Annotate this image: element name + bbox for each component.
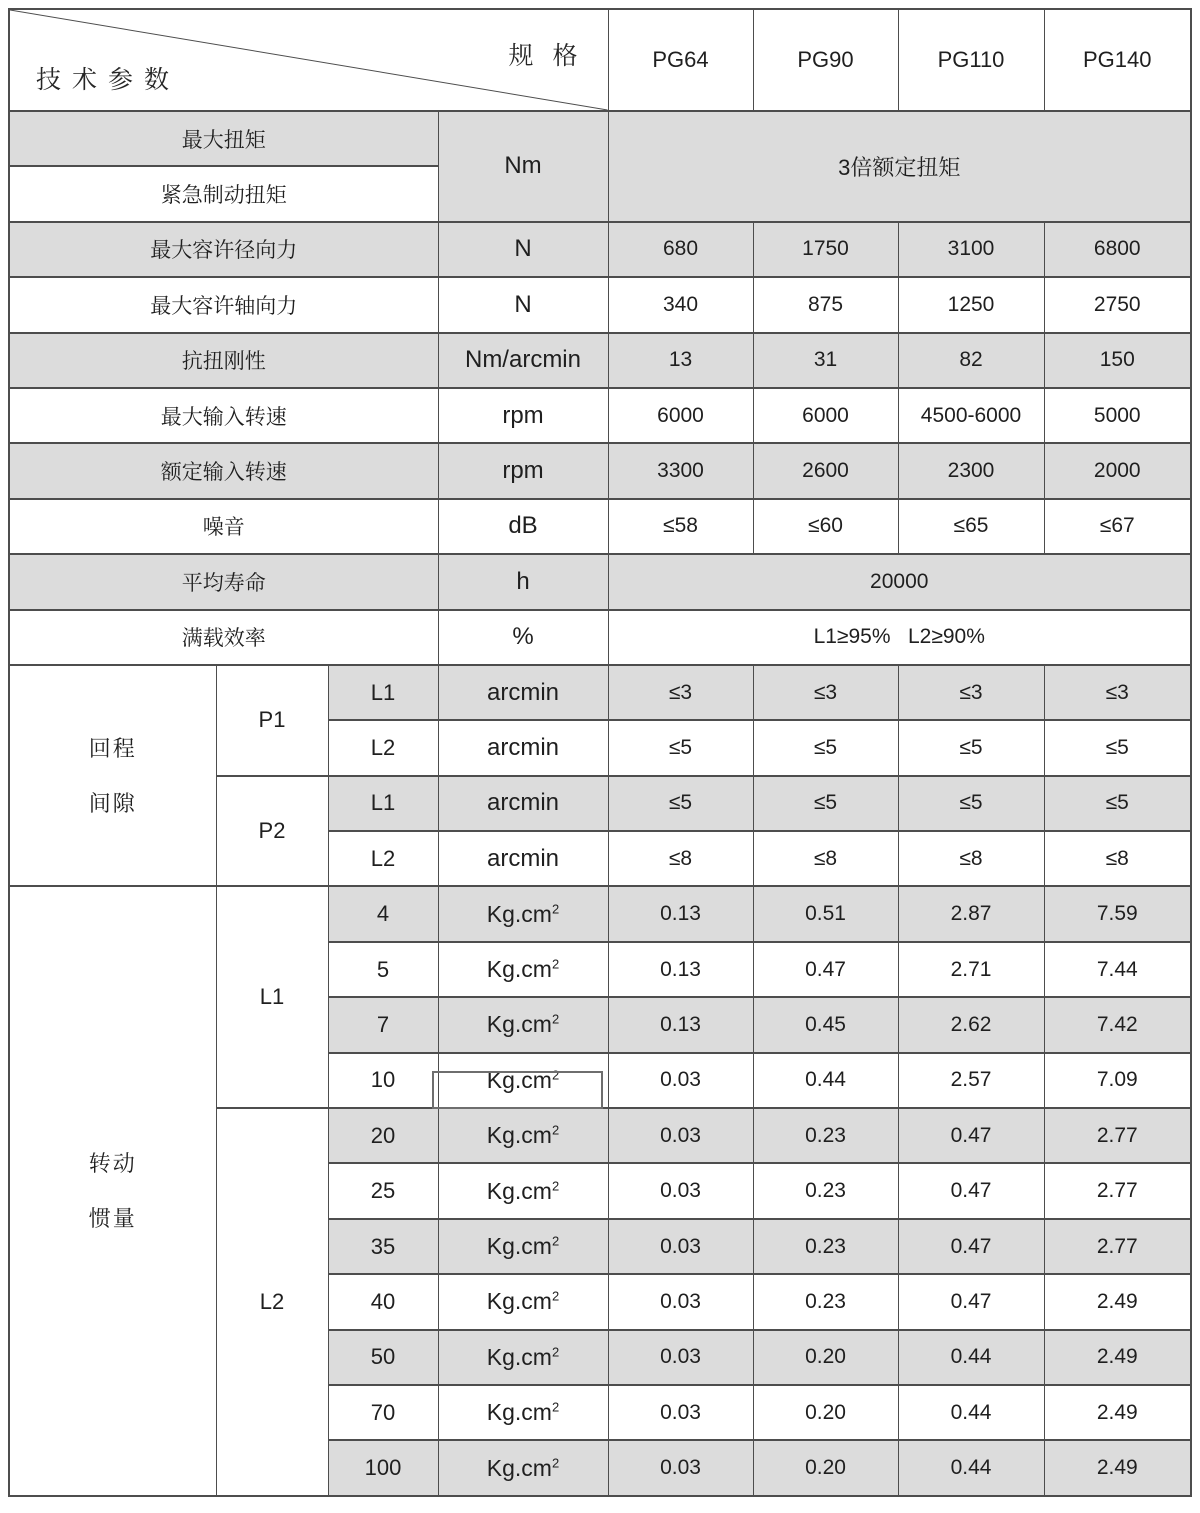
cell-value: 340 [608,277,753,332]
ratio-label: 5 [328,942,438,997]
ratio-label: 35 [328,1219,438,1274]
table-row-average-life [9,554,1191,609]
cell-value: 5000 [1044,388,1191,443]
unit-superscript: 2 [551,1067,560,1083]
row-unit: N [438,277,608,332]
backlash-section-label [9,665,216,887]
cell-value: 0.20 [753,1330,898,1385]
inertia-section-label [9,886,216,1495]
tech-params-label: 技术参数 [36,66,181,94]
spec-table [8,8,1192,1497]
table-header-row [9,9,1191,111]
model-header-pg64: PG64 [608,9,753,111]
cell-value: 0.23 [753,1163,898,1218]
cell-value: 0.03 [608,1330,753,1385]
backlash-label-line1: 回程 [88,735,137,761]
cell-value: ≤65 [898,499,1044,554]
unit-superscript: 2 [551,956,560,972]
cell-value: 0.47 [753,942,898,997]
ratio-label: 10 [328,1053,438,1108]
row-label: 满载效率 [9,610,438,665]
cell-value: 6000 [753,388,898,443]
cell-value: 2000 [1044,443,1191,498]
cell-value: 0.23 [753,1219,898,1274]
cell-value: ≤8 [753,831,898,886]
life-shared-value: 20000 [608,554,1191,609]
row-unit: h [438,554,608,609]
cell-value: 0.03 [608,1163,753,1218]
unit-text: Kg.cm [486,1011,552,1038]
cell-value: ≤3 [753,665,898,720]
cell-value: ≤5 [1044,720,1191,775]
cell-value: 0.03 [608,1219,753,1274]
table-row-radial-force [9,222,1191,277]
unit-superscript: 2 [551,1288,560,1304]
unit-text: Kg.cm [486,1399,552,1426]
cell-value: ≤8 [1044,831,1191,886]
inertia-label-line2: 惯量 [88,1206,137,1232]
unit-text: Kg.cm [486,1454,552,1481]
ratio-label: 20 [328,1108,438,1163]
inertia-label-line1: 转动 [88,1151,137,1177]
unit-text: Kg.cm [486,956,552,983]
cell-value: 0.13 [608,997,753,1052]
row-unit: Nm/arcmin [438,333,608,388]
cell-value: 0.03 [608,1053,753,1108]
stage-label: L1 [328,665,438,720]
table-row-noise [9,499,1191,554]
row-unit: rpm [438,443,608,498]
row-unit: dB [438,499,608,554]
unit-superscript: 2 [551,1454,560,1470]
unit-superscript: 2 [551,1233,560,1249]
unit-text: Kg.cm [486,1066,552,1093]
cell-value: 2.49 [1044,1274,1191,1329]
unit-text: Kg.cm [486,900,552,927]
row-unit [438,1330,608,1385]
cell-value: 0.23 [753,1108,898,1163]
cell-value: 0.44 [898,1440,1044,1495]
cell-value: ≤5 [1044,776,1191,831]
efficiency-shared-value: L1≥95% L2≥90% [608,610,1191,665]
row-unit [438,1274,608,1329]
table-row-rated-input-speed [9,443,1191,498]
table-row-backlash-p1-l1 [9,665,1191,720]
row-unit: arcmin [438,776,608,831]
row-unit: N [438,222,608,277]
cell-value: 0.47 [898,1274,1044,1329]
row-unit [438,886,608,941]
row-label: 最大容许轴向力 [9,277,438,332]
cell-value: 7.42 [1044,997,1191,1052]
unit-nm: Nm [438,111,608,222]
cell-value: ≤60 [753,499,898,554]
stage-l1: L1 [216,886,328,1108]
cell-value: ≤67 [1044,499,1191,554]
cell-value: 0.44 [898,1330,1044,1385]
cell-value: 0.20 [753,1385,898,1440]
cell-value: ≤58 [608,499,753,554]
cell-value: 0.13 [608,942,753,997]
unit-superscript: 2 [551,1344,560,1360]
table-row-axial-force [9,277,1191,332]
cell-value: 2.77 [1044,1108,1191,1163]
stage-l2: L2 [216,1108,328,1496]
cell-value: 2.77 [1044,1163,1191,1218]
cell-value: 2.49 [1044,1330,1191,1385]
cell-value: 2600 [753,443,898,498]
cell-value: 0.03 [608,1274,753,1329]
cell-value: 2.49 [1044,1440,1191,1495]
unit-text: Kg.cm [486,1122,552,1149]
cell-value: ≤8 [898,831,1044,886]
cell-value: 13 [608,333,753,388]
row-unit: rpm [438,388,608,443]
row-label-brake-torque: 紧急制动扭矩 [9,166,438,221]
row-unit [438,1385,608,1440]
cell-value: 2.49 [1044,1385,1191,1440]
cell-value: ≤3 [898,665,1044,720]
cell-value: ≤5 [608,776,753,831]
grade-p1: P1 [216,665,328,776]
row-label: 平均寿命 [9,554,438,609]
cell-value: 875 [753,277,898,332]
row-unit [438,1219,608,1274]
row-unit: arcmin [438,720,608,775]
cell-value: ≤3 [1044,665,1191,720]
cell-value: 0.51 [753,886,898,941]
unit-superscript: 2 [551,1177,560,1193]
row-unit: arcmin [438,831,608,886]
unit-superscript: 2 [551,1011,560,1027]
cell-value: 0.03 [608,1440,753,1495]
model-header-pg110: PG110 [898,9,1044,111]
cell-value: 2300 [898,443,1044,498]
table-row-max-input-speed [9,388,1191,443]
unit-text: Kg.cm [486,1233,552,1259]
cell-value: ≤8 [608,831,753,886]
row-label: 额定输入转速 [9,443,438,498]
row-unit: arcmin [438,665,608,720]
row-unit [438,1163,608,1218]
torque-shared-value: 3倍额定扭矩 [608,111,1191,222]
cell-value: 2750 [1044,277,1191,332]
table-row-max-torque [9,111,1191,166]
row-label: 最大容许径向力 [9,222,438,277]
row-unit: % [438,610,608,665]
cell-value: ≤5 [753,720,898,775]
stage-label: L2 [328,831,438,886]
stage-label: L2 [328,720,438,775]
unit-text: Kg.cm [486,1177,552,1204]
cell-value: ≤3 [608,665,753,720]
row-unit [438,1053,608,1108]
row-unit [438,1108,608,1163]
model-header-pg90: PG90 [753,9,898,111]
cell-value: 7.09 [1044,1053,1191,1108]
grade-p2: P2 [216,776,328,887]
cell-value: ≤5 [898,776,1044,831]
cell-value: 0.20 [753,1440,898,1495]
row-label: 噪音 [9,499,438,554]
cell-value: 7.44 [1044,942,1191,997]
ratio-label: 4 [328,886,438,941]
cell-value: 6800 [1044,222,1191,277]
cell-value: 0.47 [898,1219,1044,1274]
cell-value: 82 [898,333,1044,388]
ratio-label: 7 [328,997,438,1052]
row-unit [438,1440,608,1495]
row-label-max-torque: 最大扭矩 [9,111,438,166]
cell-value: 150 [1044,333,1191,388]
stage-label: L1 [328,776,438,831]
ratio-label: 100 [328,1440,438,1495]
cell-value: 3300 [608,443,753,498]
row-label: 抗扭刚性 [9,333,438,388]
unit-text: Kg.cm [486,1288,552,1315]
spec-header-label: 规 格 [508,42,584,70]
cell-value: 680 [608,222,753,277]
cell-value: 0.45 [753,997,898,1052]
cell-value: 1750 [753,222,898,277]
unit-text: Kg.cm [486,1343,552,1370]
cell-value: ≤5 [898,720,1044,775]
table-row-inertia-l1-4 [9,886,1191,941]
cell-value: 2.57 [898,1053,1044,1108]
row-unit [438,942,608,997]
cell-value: 0.03 [608,1385,753,1440]
cell-value: ≤5 [608,720,753,775]
unit-superscript: 2 [551,1399,560,1415]
ratio-label: 25 [328,1163,438,1218]
row-unit [438,997,608,1052]
cell-value: 6000 [608,388,753,443]
ratio-label: 40 [328,1274,438,1329]
cell-value: 31 [753,333,898,388]
table-row-torsional-rigidity [9,333,1191,388]
ratio-label: 50 [328,1330,438,1385]
cell-value: 2.62 [898,997,1044,1052]
model-header-pg140: PG140 [1044,9,1191,111]
unit-superscript: 2 [551,901,560,916]
cell-value: 0.47 [898,1163,1044,1218]
cell-value: 4500-6000 [898,388,1044,443]
cell-value: 0.13 [608,886,753,941]
backlash-label-line2: 间隙 [88,790,137,816]
cell-value: 3100 [898,222,1044,277]
corner-header-cell [9,9,608,111]
cell-value: 2.77 [1044,1219,1191,1274]
cell-value: 2.87 [898,886,1044,941]
table-row-full-load-efficiency [9,610,1191,665]
cell-value: 0.47 [898,1108,1044,1163]
cell-value: 0.44 [753,1053,898,1108]
cell-value: 1250 [898,277,1044,332]
cell-value: 0.23 [753,1274,898,1329]
cell-value: 7.59 [1044,886,1191,941]
unit-superscript: 2 [551,1122,560,1138]
ratio-label: 70 [328,1385,438,1440]
cell-value: 2.71 [898,942,1044,997]
cell-value: 0.44 [898,1385,1044,1440]
cell-value: ≤5 [753,776,898,831]
cell-value: 0.03 [608,1108,753,1163]
row-label: 最大输入转速 [9,388,438,443]
